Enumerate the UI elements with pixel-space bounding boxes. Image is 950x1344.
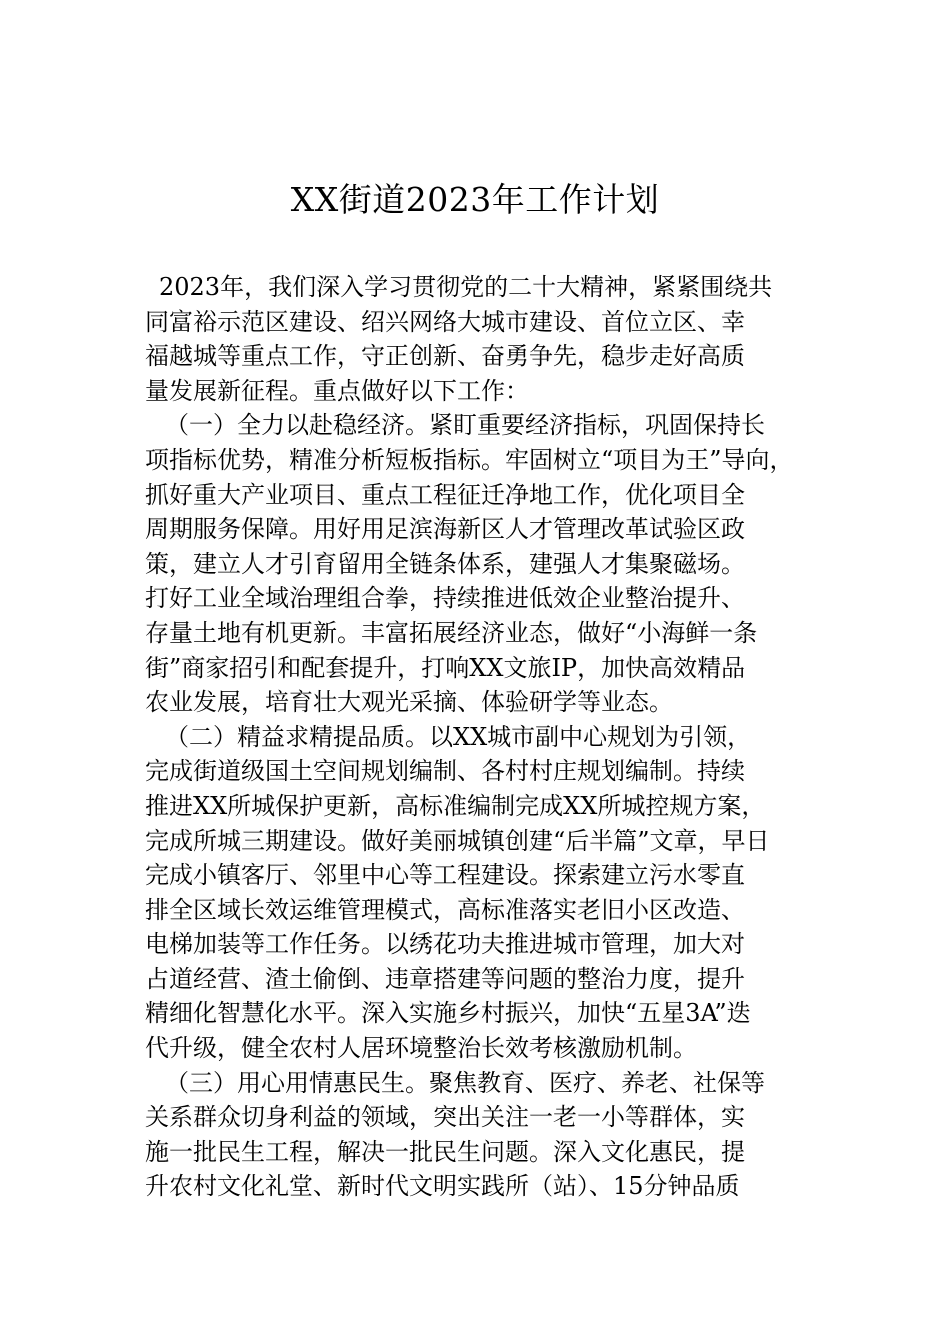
text-line: 完成小镇客厅、邻里中心等工程建设。探索建立污水零直 [145, 861, 745, 890]
paragraph-intro [145, 270, 815, 408]
document-title: XX街道2023年工作计划 [290, 180, 660, 219]
text-line: 2023年，我们深入学习贯彻党的二十大精神，紧紧围绕共 [159, 273, 773, 301]
text-line: 同富裕示范区建设、绍兴网络大城市建设、首位立区、幸 [145, 307, 745, 336]
text-line: （二）精益求精提品质。以XX城市副中心规划为引领， [165, 722, 752, 751]
text-line: 升农村文化礼堂、新时代文明实践所（站）、15分钟品质 [145, 1172, 740, 1201]
text-line: 福越城等重点工作，守正创新、奋勇争先，稳步走好高质 [145, 342, 745, 371]
text-line: 街”商家招引和配套提升，打响XX文旅IP，加快高效精品 [145, 653, 746, 682]
text-line: 占道经营、渣土偷倒、违章搭建等问题的整治力度，提升 [145, 964, 745, 993]
text-line: 农业发展，培育壮大观光采摘、体验研学等业态。 [145, 688, 673, 717]
text-line: 代升级，健全农村人居环境整治长效考核激励机制。 [145, 1034, 697, 1063]
text-line: （一）全力以赴稳经济。紧盯重要经济指标，巩固保持长 [165, 411, 765, 440]
paragraph-section-3 [145, 1066, 815, 1204]
paragraph-section-1 [145, 408, 815, 719]
text-line: 完成街道级国土空间规划编制、各村村庄规划编制。持续 [145, 757, 745, 786]
text-line: 抓好重大产业项目、重点工程征迁净地工作，优化项目全 [145, 480, 745, 509]
document-body [145, 270, 815, 1204]
text-line: 电梯加装等工作任务。以绣花功夫推进城市管理，加大对 [145, 930, 745, 959]
text-line: 排全区域长效运维管理模式，高标准落实老旧小区改造、 [145, 895, 745, 924]
text-line: （三）用心用情惠民生。聚焦教育、医疗、养老、社保等 [165, 1068, 765, 1097]
text-line: 量发展新征程。重点做好以下工作： [145, 376, 529, 405]
text-line: 存量土地有机更新。丰富拓展经济业态，做好“小海鲜一条 [145, 618, 758, 647]
text-line: 策，建立人才引育留用全链条体系，建强人才集聚磁场。 [145, 549, 745, 578]
text-line: 完成所城三期建设。做好美丽城镇创建“后半篇”文章，早日 [145, 826, 770, 855]
text-line: 施一批民生工程，解决一批民生问题。深入文化惠民，提 [145, 1137, 745, 1166]
text-line: 周期服务保障。用好用足滨海新区人才管理改革试验区政 [145, 515, 745, 544]
paragraph-section-2 [145, 720, 815, 1066]
text-line: 打好工业全域治理组合拳，持续推进低效企业整治提升、 [145, 584, 745, 613]
text-line: 项指标优势，精准分析短板指标。牢固树立“项目为王”导向， [145, 445, 794, 474]
text-line: 精细化智慧化水平。深入实施乡村振兴，加快“五星3A”迭 [145, 999, 751, 1028]
text-line: 关系群众切身利益的领域，突出关注一老一小等群体，实 [145, 1103, 745, 1132]
text-line: 推进XX所城保护更新，高标准编制完成XX所城控规方案， [145, 791, 766, 820]
